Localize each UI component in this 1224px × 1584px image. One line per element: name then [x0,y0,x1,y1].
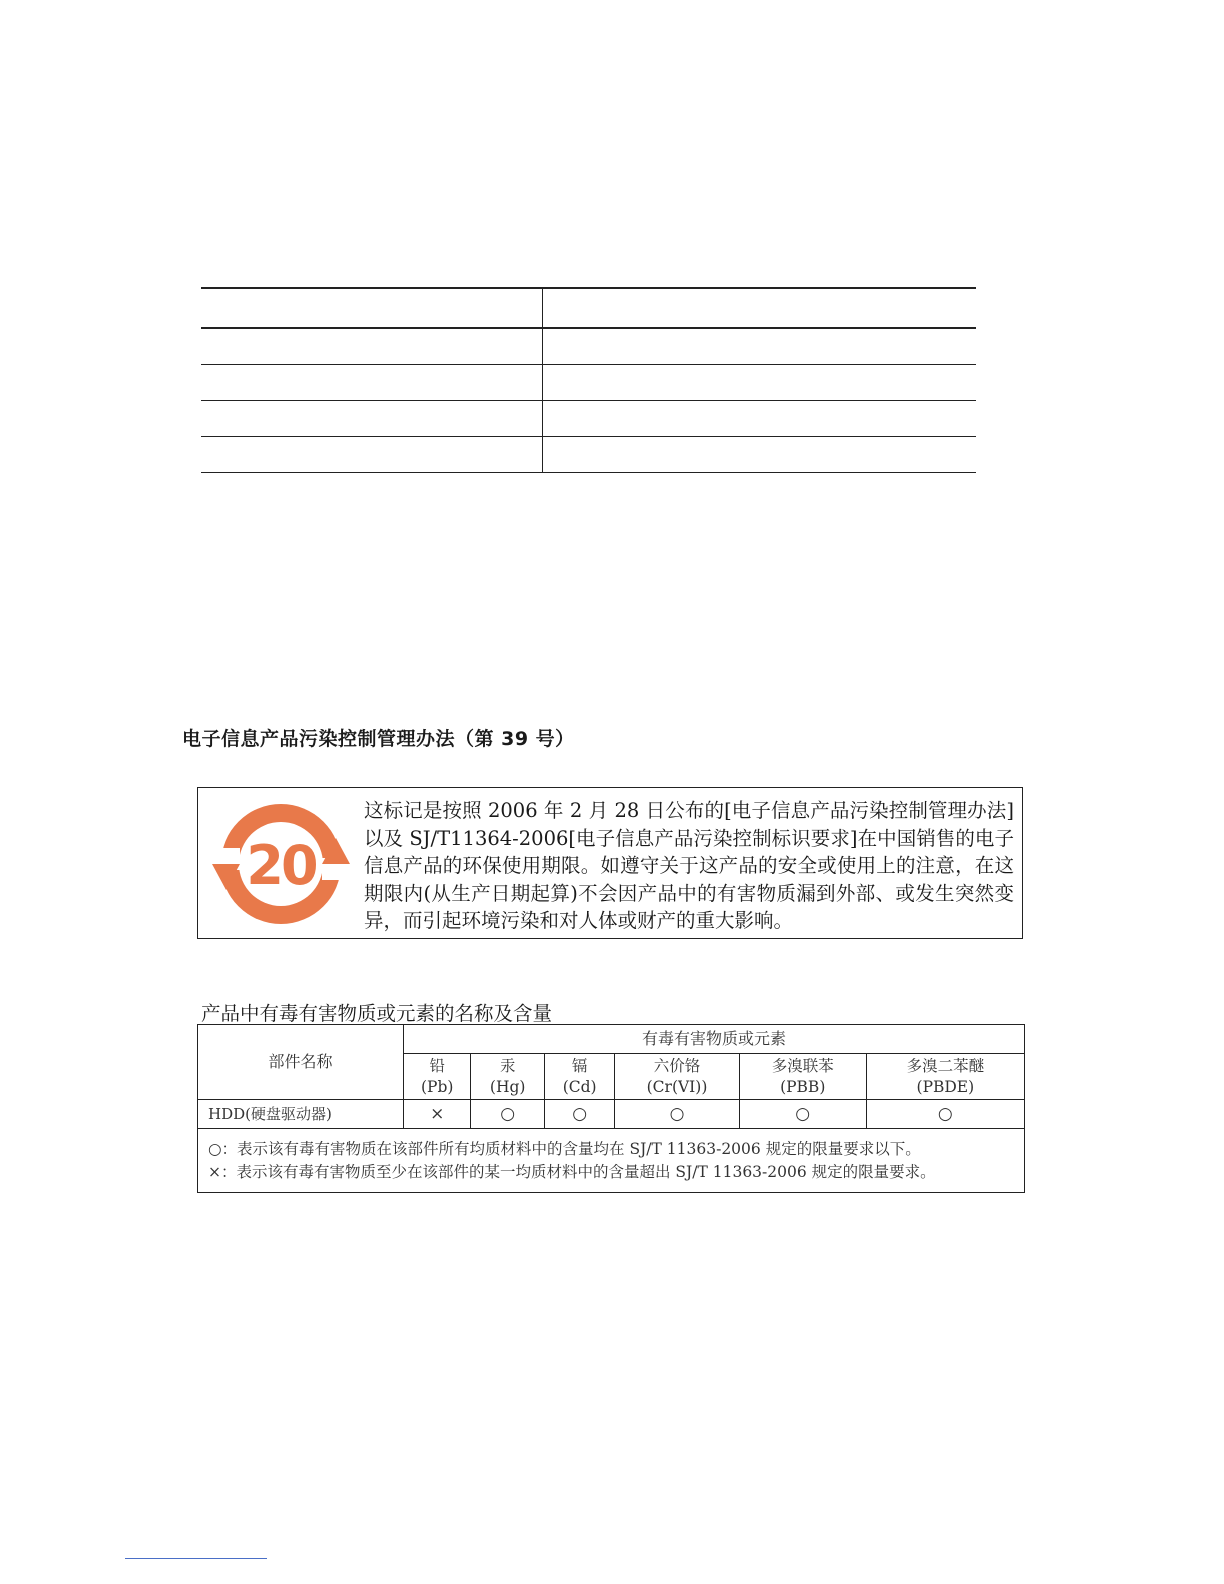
element-symbol: (Cd) [562,1077,597,1096]
substances-table-caption: 产品中有毒有害物质或元素的名称及含量 [201,1002,553,1025]
element-header-cd [545,1054,615,1100]
part-name-header: 部件名称 [198,1025,404,1100]
blank-cell [201,401,543,437]
epup-statement-box [197,787,1023,939]
blank-cell [543,288,977,328]
blank-cell [543,401,977,437]
element-header-pbb [739,1054,866,1100]
element-header-hg [471,1054,545,1100]
element-symbol: (Cr(VI)) [646,1077,708,1096]
blank-table-row [201,437,976,473]
blank-ruled-table [201,287,976,473]
blank-cell [543,365,977,401]
logo-number: 20 [246,834,316,897]
element-name: 六价铬 [653,1056,701,1075]
element-name: 汞 [499,1056,516,1075]
element-name: 镉 [571,1056,588,1075]
mark-cell: ○ [471,1100,545,1129]
element-header-cr6 [615,1054,739,1100]
blank-table-row [201,401,976,437]
note-cross-legend: ×：表示该有毒有害物质至少在该部件的某一均质材料中的含量超出 SJ/T 11363-2006 规定的限量要求。 [208,1163,936,1181]
note-circle-legend: ○：表示该有毒有害物质在该部件所有均质材料中的含量均在 SJ/T 11363-2006 规定的限量要求以下。 [208,1140,921,1158]
element-name: 多溴二苯醚 [906,1056,985,1075]
substances-group-header: 有毒有害物质或元素 [404,1025,1025,1054]
element-symbol: (PBDE) [916,1077,975,1096]
hazardous-substances-table [197,1024,1025,1193]
element-header-pbde [866,1054,1024,1100]
notes-row [198,1129,1025,1193]
blank-table-header-row [201,288,976,328]
footnote-divider [125,1558,267,1559]
table-row [198,1100,1025,1129]
blank-cell [201,437,543,473]
blank-cell [543,437,977,473]
mark-cell: × [404,1100,471,1129]
element-symbol: (Hg) [489,1077,526,1096]
element-name: 铅 [429,1056,445,1075]
blank-table-row [201,328,976,365]
table-header-row [198,1025,1025,1054]
epup-20-logo-icon [210,802,352,926]
blank-cell [201,365,543,401]
mark-cell: ○ [739,1100,866,1129]
blank-cell [201,328,543,365]
part-label-hdd: HDD(硬盘驱动器) [198,1100,404,1129]
epup-statement-text: 这标记是按照 2006 年 2 月 28 日公布的[电子信息产品污染控制管理办法]以及 SJ/T11364-2006[电子信息产品污染控制标识要求]在中国销售的电子信息产品的环保使用期限。如遵守关于这产品的安全或使用上的注意，在这期限内(从生产日期起算)不会因产品中的有害物质漏到外部、或发生突然变异，而引起环境污染和对人体或财产的重大影响。 [364,799,1014,932]
blank-table-row [201,365,976,401]
element-symbol: (Pb) [420,1077,454,1096]
blank-cell [543,328,977,365]
notes-cell [198,1129,1025,1193]
mark-cell: ○ [615,1100,739,1129]
section-heading: 电子信息产品污染控制管理办法（第 39 号） [182,728,575,750]
blank-cell [201,288,543,328]
element-header-pb [404,1054,471,1100]
element-symbol: (PBB) [780,1077,826,1096]
mark-cell: ○ [545,1100,615,1129]
mark-cell: ○ [866,1100,1024,1129]
element-name: 多溴联苯 [771,1056,834,1075]
